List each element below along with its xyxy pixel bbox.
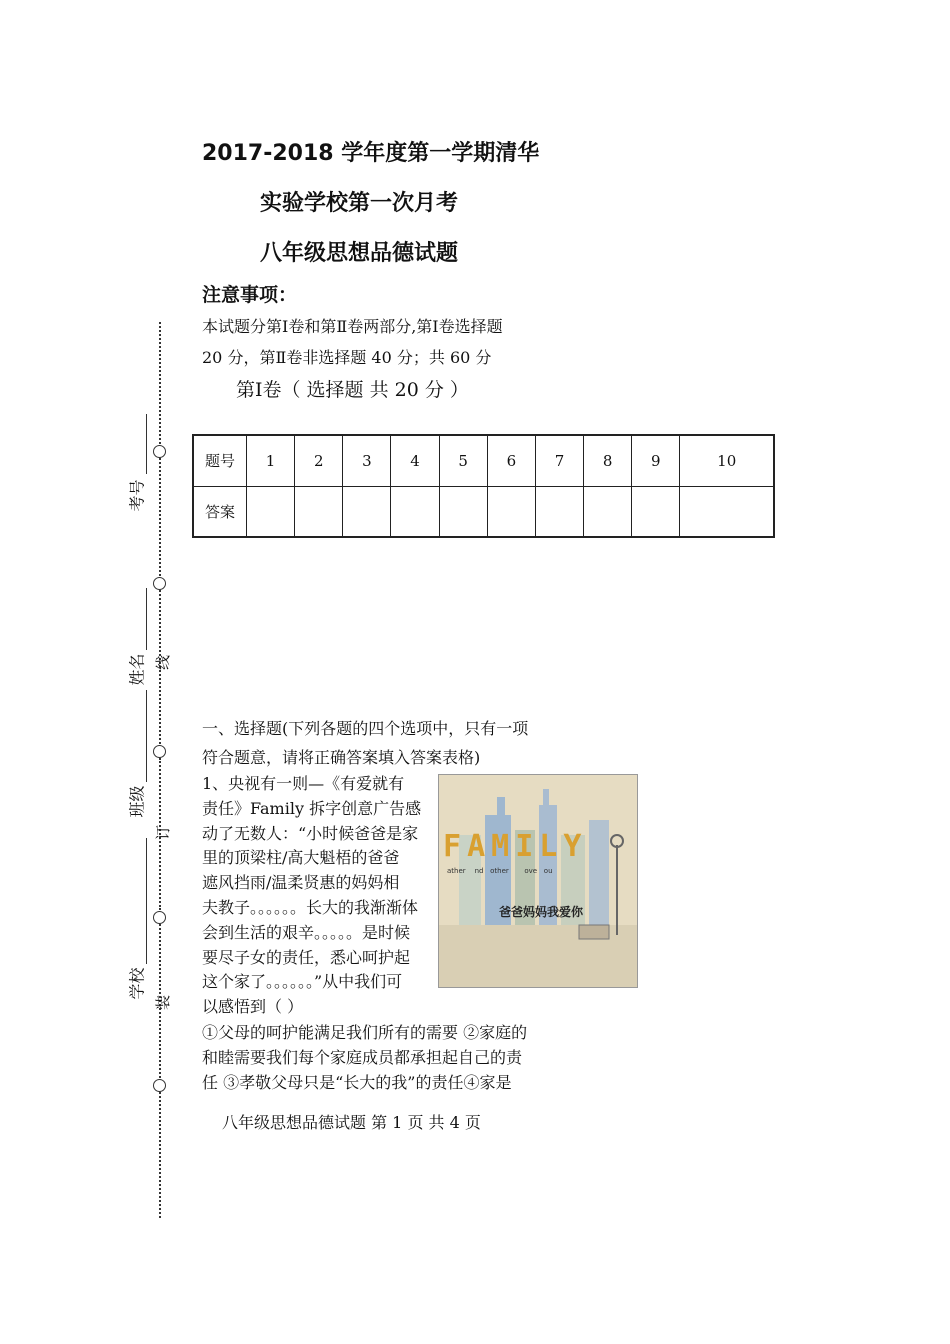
title-line-3: 八年级思想品德试题 (260, 241, 459, 266)
family-subword: ove (524, 867, 538, 875)
table-row-numbers (193, 435, 774, 486)
class-field[interactable] (146, 690, 147, 782)
family-subword: ather (447, 867, 466, 875)
question-1-line: 1、央视有一则—《有爱就有 (202, 774, 405, 793)
answer-cell[interactable] (343, 486, 391, 537)
question-number-cell: 4 (391, 435, 439, 486)
answer-table (192, 434, 775, 538)
section1-line-1: 一、选择题(下列各题的四个选项中，只有一项 (202, 719, 529, 738)
binding-dotted-line (159, 1092, 161, 1218)
title-line-2: 实验学校第一次月考 (260, 191, 459, 216)
page-footer: 八年级思想品德试题 第 1 页 共 4 页 (222, 1113, 481, 1132)
family-letter: I (515, 829, 540, 864)
family-ad-image (438, 774, 638, 988)
question-1-line: 会到生活的艰辛。。。。。是时候 (202, 922, 411, 942)
question-number-cell: 9 (632, 435, 680, 486)
question-1-line: 里的顶梁柱/高大魁梧的爸爸 (202, 848, 400, 868)
answer-cell[interactable] (680, 486, 774, 537)
question-number-cell: 8 (584, 435, 632, 486)
question-1-option-line: 任 ③孝敬父母只是“长大的我”的责任④家是 (202, 1073, 512, 1092)
exam-number-label: 考号 (127, 479, 147, 512)
family-subword: nd (474, 867, 484, 875)
title-line-1: 2017-2018 学年度第一学期清华 (202, 141, 540, 166)
family-subwords (447, 867, 553, 875)
family-letter: L (539, 829, 564, 864)
binding-hole (153, 445, 166, 458)
family-caption: 爸爸妈妈我爱你 (499, 905, 584, 919)
question-number-cell: 6 (487, 435, 535, 486)
family-letter: Y (563, 829, 588, 864)
school-field[interactable] (146, 838, 147, 964)
binding-hole (153, 577, 166, 590)
notice-line-1: 本试题分第Ⅰ卷和第Ⅱ卷两部分,第Ⅰ卷选择题 (202, 317, 503, 336)
family-word (443, 829, 587, 864)
answer-cell[interactable] (584, 486, 632, 537)
notice-line-2: 20 分，第Ⅱ卷非选择题 40 分；共 60 分 (202, 348, 492, 367)
binding-hole (153, 1079, 166, 1092)
binding-char-ding: 订 (154, 824, 173, 841)
family-letter: A (467, 829, 492, 864)
family-letter: F (443, 829, 468, 864)
question-number-cell: 5 (439, 435, 487, 486)
question-number-cell: 1 (247, 435, 295, 486)
question-1-option-line: ①父母的呵护能满足我们所有的需要 ②家庭的 (202, 1023, 528, 1042)
section1-line-2: 符合题意，请将正确答案填入答案表格) (202, 748, 481, 767)
notice-heading: 注意事项： (202, 284, 298, 306)
question-number-label: 题号 (193, 435, 247, 486)
answer-cell[interactable] (295, 486, 343, 537)
answer-cell[interactable] (632, 486, 680, 537)
family-subword: other (490, 867, 509, 875)
family-illustration (439, 775, 637, 987)
question-number-cell: 10 (680, 435, 774, 486)
question-1-line: 要尽子女的责任，悉心呵护起 (202, 947, 411, 967)
question-1-line: 夫教子。。。。。。长大的我渐渐体 (202, 897, 419, 917)
school-label: 学校 (127, 967, 147, 1000)
binding-char-xian: 线 (154, 654, 173, 671)
question-number-cell: 7 (535, 435, 583, 486)
binding-hole (153, 745, 166, 758)
answer-label: 答案 (193, 486, 247, 537)
binding-dotted-line (159, 458, 161, 576)
exam-number-field[interactable] (146, 414, 147, 474)
table-row-answers (193, 486, 774, 537)
question-number-cell: 2 (295, 435, 343, 486)
binding-char-zhuang: 装 (154, 994, 173, 1011)
answer-cell[interactable] (535, 486, 583, 537)
question-1-line: 动了无数人：“小时候爸爸是家 (202, 823, 419, 843)
family-subword: ou (543, 867, 553, 875)
question-1-line: 以感悟到（ ） (202, 997, 304, 1017)
answer-cell[interactable] (391, 486, 439, 537)
part1-title: 第Ⅰ卷（ 选择题 共 20 分 ） (236, 379, 469, 401)
answer-cell[interactable] (439, 486, 487, 537)
question-1-option-line: 和睦需要我们每个家庭成员都承担起自己的责 (202, 1048, 523, 1067)
question-1-line: 这个家了。。。。。。”从中我们可 (202, 972, 403, 992)
question-number-cell: 3 (343, 435, 391, 486)
binding-hole (153, 911, 166, 924)
binding-dotted-line (159, 322, 161, 444)
question-1-line: 遮风挡雨/温柔贤惠的妈妈相 (202, 873, 400, 893)
question-1-line: 责任》Family 拆字创意广告感 (202, 798, 422, 818)
name-label: 姓名 (127, 653, 147, 686)
name-field[interactable] (146, 588, 147, 650)
class-label: 班级 (127, 785, 147, 818)
question-1-stem (202, 772, 421, 1020)
answer-cell[interactable] (487, 486, 535, 537)
question-1-options (202, 1020, 527, 1095)
answer-cell[interactable] (247, 486, 295, 537)
family-letter: M (491, 829, 516, 864)
